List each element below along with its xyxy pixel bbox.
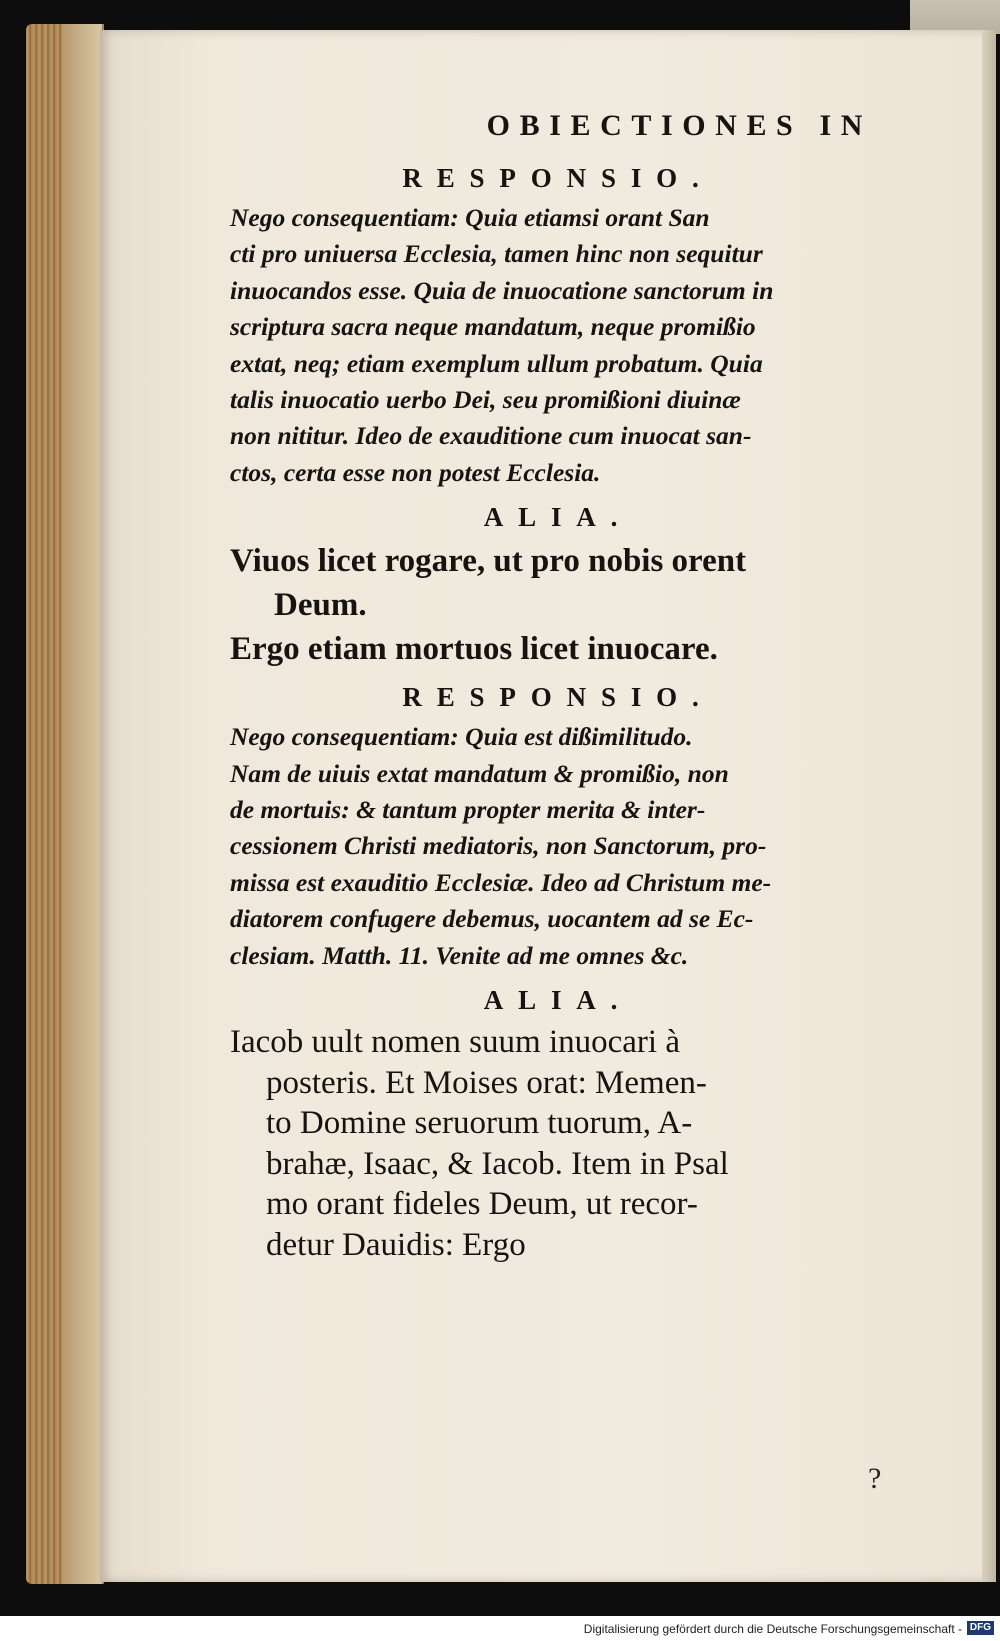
digitization-footer [0,1616,1000,1641]
text-line: diatorem confugere debemus, uocantem ad se Ec- [230,904,754,934]
text-line: de mortuis: & tantum propter merita & inter- [230,795,706,825]
text-line: Nego consequentiam: Quia etiamsi orant San [230,203,710,232]
text-line: posteris. Et Moises orat: Memen- [266,1064,707,1101]
dfg-logo-icon: DFG [967,1621,994,1635]
text-line: ctos, certa esse non potest Ecclesia. [230,457,601,487]
response-paragraph [230,200,886,491]
text-line: clesiam. Matth. 11. Venite ad me omnes &c. [230,940,689,970]
objection-paragraph [230,539,886,671]
text-line: Deum. [274,587,367,624]
text-line: scriptura sacra neque mandatum, neque promißio [230,312,756,342]
response-paragraph [230,719,886,974]
text-line: Ergo etiam mortuos licet inuocare. [230,631,718,668]
running-head: OBIECTIONES IN [486,109,872,142]
text-line: Nego consequentiam: Quia est dißimilitudo. [230,722,693,752]
section-heading: ALIA. [483,985,633,1016]
text-line: Viuos licet rogare, ut pro nobis orent [230,543,747,580]
text-line: cessionem Christi mediatoris, non Sanctorum, pro- [230,831,767,861]
text-line: Nam de uiuis extat mandatum & promißio, non [230,758,729,788]
text-line: to Domine seruorum tuorum, A- [266,1105,693,1142]
text-line: extat, neq; etiam exemplum ullum probatum. Quia [230,348,763,378]
signature-mark: ? [868,1462,882,1495]
last-text-line [230,1225,886,1266]
facing-page-edge [910,0,1000,34]
footer-credit: Digitalisierung gefördert durch die Deutsche Forschungsgemeinschaft - [583,1622,962,1636]
section-heading: ALIA. [483,502,633,533]
text-line: missa est exauditio Ecclesiæ. Ideo ad Christum me- [230,867,772,897]
text-line: Iacob uult nomen suum inuocari à [230,1024,680,1061]
text-line: talis inuocatio uerbo Dei, seu promißioni diuinæ [230,385,741,415]
text-line: cti pro uniuersa Ecclesia, tamen hinc non sequitur [230,239,763,269]
text-line: detur Dauidis: [266,1226,454,1263]
section-heading: RESPONSIO. [402,163,714,193]
text-line: mo orant fideles Deum, ut recor- [266,1186,698,1223]
text-line: brahæ, Isaac, & Iacob. Item in Psal [266,1145,729,1182]
page-right-edge [982,30,996,1582]
catchword: Ergo [462,1226,526,1263]
text-line: non nititur. Ideo de exauditione cum inuocat san- [230,421,752,451]
page-text [230,104,886,1265]
text-line: inuocandos esse. Quia de inuocatione sanctorum in [230,275,774,305]
section-heading: RESPONSIO. [402,682,714,713]
binding-gutter [62,24,102,1584]
objection-paragraph [230,1022,886,1265]
